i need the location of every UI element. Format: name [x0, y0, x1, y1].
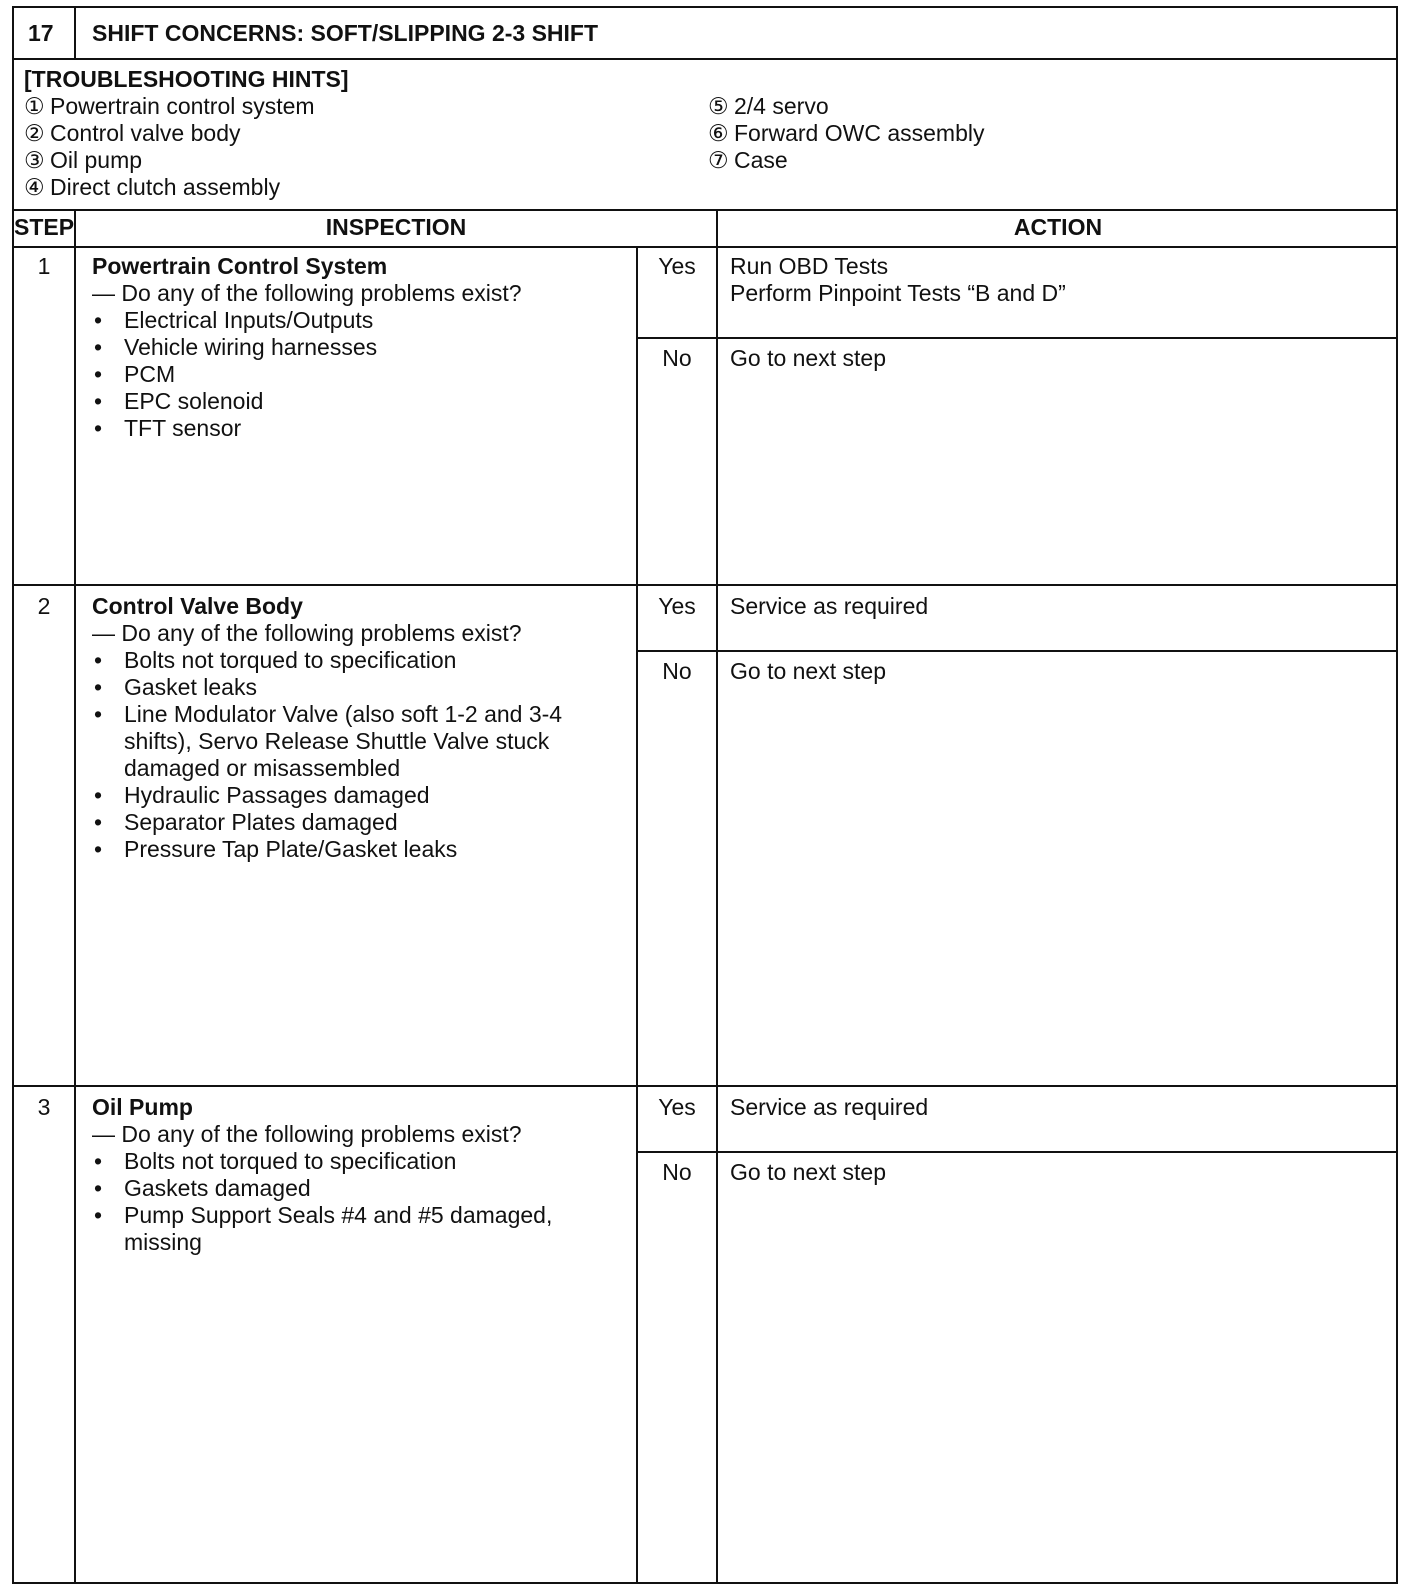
action-text: Run OBD Tests — [730, 253, 889, 279]
action-text: Service as required — [730, 593, 929, 619]
list-item: • PCM — [92, 361, 622, 388]
divider — [14, 1085, 1396, 1087]
no-label: No — [662, 1159, 692, 1185]
yes-label: Yes — [658, 593, 696, 619]
action-text: Go to next step — [730, 345, 886, 371]
step-question: — Do any of the following problems exist? — [92, 280, 522, 306]
step-number: 2 — [37, 593, 51, 619]
list-item: • EPC solenoid — [92, 388, 622, 415]
step-question: — Do any of the following problems exist? — [92, 620, 522, 646]
step-number: 1 — [37, 253, 51, 279]
hint-item: ⑤ 2/4 servo — [708, 93, 829, 119]
divider — [636, 1151, 1398, 1153]
action-text: Go to next step — [730, 658, 886, 684]
divider — [636, 246, 638, 1584]
no-label: No — [662, 658, 692, 684]
action-text: Go to next step — [730, 1159, 886, 1185]
list-item: • Gasket leaks — [92, 674, 607, 701]
troubleshooting-table — [12, 6, 1398, 1584]
action-text: Perform Pinpoint Tests “B and D” — [730, 280, 1066, 306]
list-item: • Gaskets damaged — [92, 1175, 622, 1202]
hint-item: ⑦ Case — [708, 147, 788, 173]
list-item: • Separator Plates damaged — [92, 809, 607, 836]
list-item: • Line Modulator Valve (also soft 1-2 and 3-4 shifts), Servo Release Shuttle Valve stuck damaged or misassembled — [92, 701, 607, 782]
list-item: • Vehicle wiring harnesses — [92, 334, 622, 361]
section-number: 17 — [28, 20, 54, 46]
hints-title: [TROUBLESHOOTING HINTS] — [24, 66, 349, 92]
hint-item: ④ Direct clutch assembly — [24, 174, 281, 200]
no-label: No — [662, 345, 692, 371]
problem-list — [92, 307, 622, 442]
column-header-inspection: INSPECTION — [325, 214, 467, 240]
column-header-action: ACTION — [1013, 214, 1103, 240]
list-item: • Electrical Inputs/Outputs — [92, 307, 622, 334]
divider — [14, 584, 1396, 586]
list-item: • TFT sensor — [92, 415, 622, 442]
divider — [14, 246, 1396, 248]
divider — [14, 58, 1396, 60]
problem-list — [92, 647, 607, 863]
divider — [636, 337, 1398, 339]
step-number: 3 — [37, 1094, 51, 1120]
divider — [14, 209, 1396, 211]
column-header-step: STEP — [14, 214, 75, 240]
hint-item: ① Powertrain control system — [24, 93, 315, 119]
step-title: Powertrain Control System — [92, 253, 388, 279]
list-item: • Bolts not torqued to specification — [92, 1148, 622, 1175]
divider — [74, 209, 76, 1584]
action-text: Service as required — [730, 1094, 929, 1120]
list-item: • Bolts not torqued to specification — [92, 647, 607, 674]
page-title: SHIFT CONCERNS: SOFT/SLIPPING 2-3 SHIFT — [92, 20, 599, 46]
step-title: Oil Pump — [92, 1094, 193, 1120]
hint-item: ② Control valve body — [24, 120, 241, 146]
list-item: • Hydraulic Passages damaged — [92, 782, 607, 809]
yes-label: Yes — [658, 253, 696, 279]
yes-label: Yes — [658, 1094, 696, 1120]
divider — [716, 209, 718, 1584]
hint-item: ⑥ Forward OWC assembly — [708, 120, 985, 146]
step-title: Control Valve Body — [92, 593, 303, 619]
hint-item: ③ Oil pump — [24, 147, 143, 173]
step-question: — Do any of the following problems exist? — [92, 1121, 522, 1147]
divider — [636, 650, 1398, 652]
list-item: • Pressure Tap Plate/Gasket leaks — [92, 836, 607, 863]
problem-list — [92, 1148, 622, 1256]
list-item: • Pump Support Seals #4 and #5 damaged, missing — [92, 1202, 622, 1256]
divider — [74, 8, 76, 58]
